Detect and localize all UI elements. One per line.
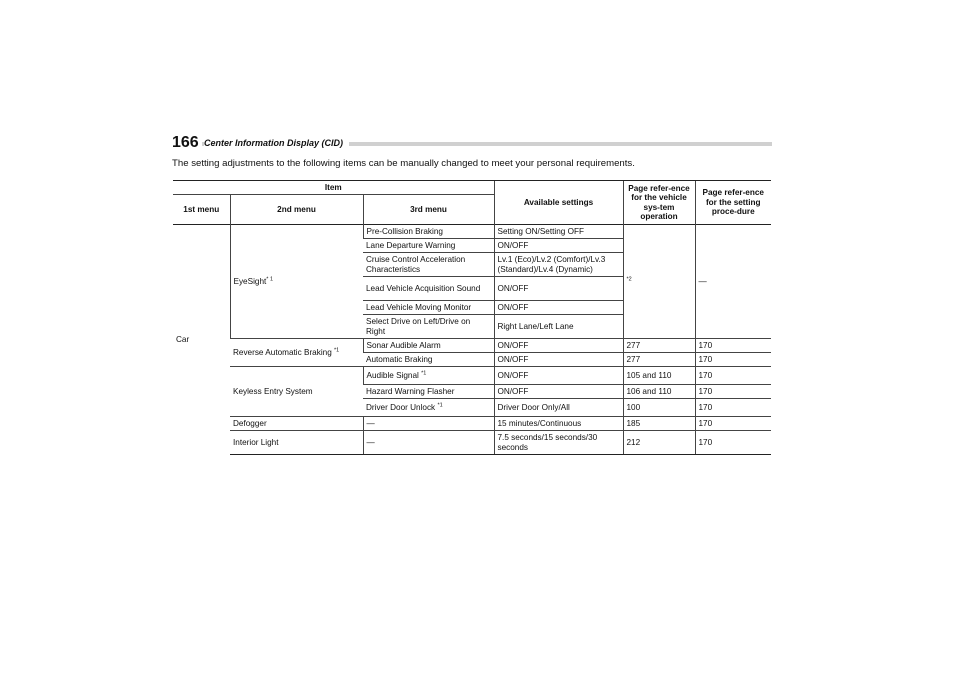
- cell-page-procedure: 170: [695, 399, 771, 417]
- cell-menu3: Lead Vehicle Acquisition Sound: [363, 277, 494, 301]
- menu3-label: Driver Door Unlock: [366, 402, 436, 412]
- cell-page-vehicle: 212: [623, 431, 695, 455]
- eyesight-page-vehicle-note: *2: [626, 276, 632, 283]
- settings-table: [173, 180, 771, 455]
- cell-car: Car: [173, 225, 230, 455]
- cell-keyless-entry-system: Keyless Entry System: [230, 367, 363, 417]
- cell-page-procedure: 170: [695, 353, 771, 367]
- cell-eyesight-page-procedure: —: [695, 225, 771, 339]
- cell-page-procedure: 170: [695, 417, 771, 431]
- cell-setting: ON/OFF: [494, 367, 623, 385]
- eyesight-label: EyeSight: [233, 276, 267, 286]
- cell-setting: ON/OFF: [494, 353, 623, 367]
- section-title: Center Information Display (CID): [204, 137, 349, 149]
- cell-menu3: Pre-Collision Braking: [363, 225, 494, 239]
- cell-menu3: —: [363, 417, 494, 431]
- cell-setting: ON/OFF: [494, 301, 623, 315]
- cell-setting: 7.5 seconds/15 seconds/30 seconds: [494, 431, 623, 455]
- cell-menu3: Hazard Warning Flasher: [363, 385, 494, 399]
- header-page-vehicle: Page refer-ence for the vehicle sys-tem operation: [623, 181, 695, 225]
- cell-page-procedure: 170: [695, 339, 771, 353]
- cell-page-vehicle: 105 and 110: [623, 367, 695, 385]
- cell-menu3: Lead Vehicle Moving Monitor: [363, 301, 494, 315]
- cell-page-vehicle: 277: [623, 353, 695, 367]
- cell-menu3: Lane Departure Warning: [363, 239, 494, 253]
- header-item: Item: [173, 181, 494, 195]
- cell-menu3: Automatic Braking: [363, 353, 494, 367]
- cell-menu3: Select Drive on Left/Drive on Right: [363, 315, 494, 339]
- page-header: [172, 134, 772, 154]
- cell-page-vehicle: 106 and 110: [623, 385, 695, 399]
- table-row: [173, 431, 771, 455]
- cell-setting: ON/OFF: [494, 239, 623, 253]
- eyesight-note: * 1: [266, 276, 274, 283]
- cell-setting: ON/OFF: [494, 385, 623, 399]
- cell-eyesight-page-vehicle: [623, 225, 695, 339]
- cell-eyesight: [230, 225, 363, 339]
- cell-setting: Driver Door Only/All: [494, 399, 623, 417]
- cell-page-vehicle: 277: [623, 339, 695, 353]
- cell-page-vehicle: 100: [623, 399, 695, 417]
- header-2nd-menu: 2nd menu: [230, 195, 363, 225]
- cell-setting: Right Lane/Left Lane: [494, 315, 623, 339]
- cell-menu3: [363, 367, 494, 385]
- cell-menu3: Cruise Control Acceleration Characteristics: [363, 253, 494, 277]
- header-1st-menu: 1st menu: [173, 195, 230, 225]
- cell-setting: Setting ON/Setting OFF: [494, 225, 623, 239]
- rab-label: Reverse Automatic Braking: [233, 347, 332, 357]
- cell-page-procedure: 170: [695, 431, 771, 455]
- page-number: 166: [172, 134, 199, 151]
- header-available-settings: Available settings: [494, 181, 623, 225]
- table-row: [173, 367, 771, 385]
- cell-menu3: —: [363, 431, 494, 455]
- table-row: [173, 339, 771, 353]
- cell-setting: ON/OFF: [494, 277, 623, 301]
- cell-setting: ON/OFF: [494, 339, 623, 353]
- menu3-note: *1: [421, 370, 427, 377]
- cell-setting: Lv.1 (Eco)/Lv.2 (Comfort)/Lv.3 (Standard)/Lv.4 (Dynamic): [494, 253, 623, 277]
- cell-setting: 15 minutes/Continuous: [494, 417, 623, 431]
- cell-page-procedure: 170: [695, 367, 771, 385]
- intro-paragraph: The setting adjustments to the following items can be manually changed to meet your personal requirements.: [172, 158, 635, 169]
- cell-page-procedure: 170: [695, 385, 771, 399]
- cell-menu3: Sonar Audible Alarm: [363, 339, 494, 353]
- cell-page-vehicle: 185: [623, 417, 695, 431]
- cell-defogger: Defogger: [230, 417, 363, 431]
- menu3-note: *1: [437, 402, 443, 409]
- rab-note: *1: [334, 347, 340, 354]
- cell-interior-light: Interior Light: [230, 431, 363, 455]
- table-row: [173, 417, 771, 431]
- header-3rd-menu: 3rd menu: [363, 195, 494, 225]
- menu3-label: Audible Signal: [366, 370, 419, 380]
- cell-menu3: [363, 399, 494, 417]
- cell-reverse-automatic-braking: [230, 339, 363, 367]
- header-page-procedure: Page refer-ence for the setting proce-dure: [695, 181, 771, 225]
- table-row: [173, 225, 771, 239]
